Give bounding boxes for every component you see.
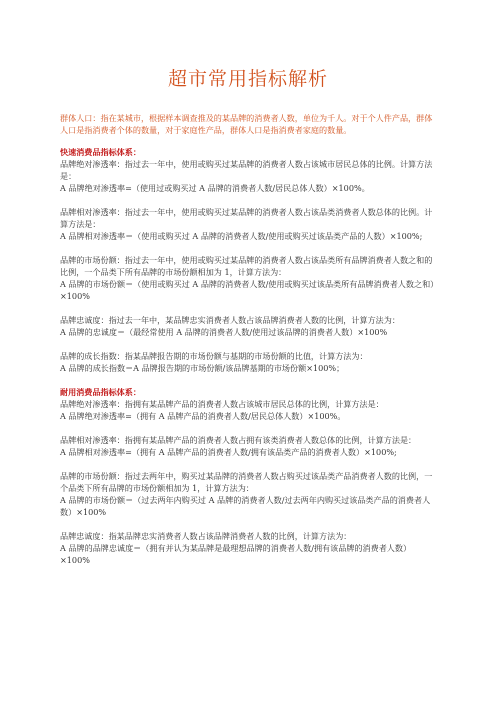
durable-share-definition: 品牌的市场份额：指过去两年中，购买过某品牌的消费者人数占购买过该品类产品消费者人数的比例，一个品类下所有品牌的市场份额相加为 1，计算方法为： [60,471,433,493]
durable-relative-formula: A 品牌相对渗透率=（拥有 A 品牌产品的消费者人数/拥有该品类产品的消费者人数）×100%; [60,447,397,457]
fast-relative-definition: 品牌相对渗透率：指过去一年中，使用或购买过某品牌的消费者人数占该品类消费者人数总体的比例。计算方法是： [60,207,433,229]
fast-growth-definition: 品牌的成长指数：指某品牌报告期的市场份额与基期的市场份额的比值，计算方法为： [60,351,368,361]
fast-relative-formula: A 品牌相对渗透率＝（使用或购买过 A 品牌的消费者人数/使用或购买过该品类产品的人数）×100%; [60,231,423,241]
durable-relative-definition: 品牌相对渗透率：指拥有某品牌产品的消费者人数占拥有该类消费者人数总体的比例，计算方法是： [60,435,417,445]
durable-loyalty-definition: 品牌忠诚度：指某品牌忠实消费者人数占该品牌消费者人数的比例，计算方法为： [60,531,352,541]
document-title: 超市常用指标解析 [167,68,328,90]
durable-section-heading: 耐用消费品指标体系： [60,387,141,397]
fast-penetration-definition: 品牌绝对渗透率：指过去一年中，使用或购买过某品牌的消费者人数占该城市居民总体的比例。计算方法是： [60,159,433,181]
fast-loyalty-formula: A 品牌的忠诚度＝（最经常使用 A 品牌的消费者人数/使用过该品牌的消费者人数）×100% [60,327,388,337]
fast-loyalty-definition: 品牌忠诚度：指过去一年中，某品牌忠实消费者人数占该品牌消费者人数的比例，计算方法为： [60,315,400,325]
intro-paragraph: 群体人口：指在某城市，根据样本调查推及的某品牌的消费者人数，单位为千人。对于个人件产品，群体人口是指消费者个体的数量，对于家庭性产品，群体人口是指消费者家庭的数量。 [60,113,433,135]
document-body [60,112,440,566]
durable-share-formula: A 品牌的市场份额＝（过去两年内购买过 A 品牌的消费者人数/过去两年内购买过该品类产品的消费者人数）×100% [60,495,431,517]
fast-penetration-formula: A 品牌绝对渗透率=（使用过或购买过 A 品牌的消费者人数/居民总体人数）×100%。 [60,183,370,193]
fast-section-heading: 快速消费品指标体系： [60,147,141,157]
fast-share-formula: A 品牌的市场份额＝（使用或购买过 A 品牌的消费者人数/使用或购买过该品类所有品牌消费者人数之和）×100% [60,279,439,301]
durable-loyalty-formula: A 品牌的品牌忠诚度＝（拥有并认为某品牌是最理想品牌的消费者人数/拥有该品牌的消费者人数）×100% [60,543,412,565]
durable-penetration-formula: A 品牌绝对渗透率=（拥有 A 品牌产品的消费者人数/居民总体人数）×100%。 [60,411,346,421]
durable-penetration-definition: 品牌绝对渗透率：指拥有某品牌产品的消费者人数占该城市居民总体的比例，计算方法是： [60,399,384,409]
fast-share-definition: 品牌的市场份额：指过去一年中，使用或购买过某品牌的消费者人数占该品类所有品牌消费者人数之和的比例，一个品类下所有品牌的市场份额相加为 1，计算方法为： [60,255,433,277]
fast-growth-formula: A 品牌的成长指数＝A 品牌报告期的市场份额/该品牌基期的市场份额×100%； [60,363,345,373]
